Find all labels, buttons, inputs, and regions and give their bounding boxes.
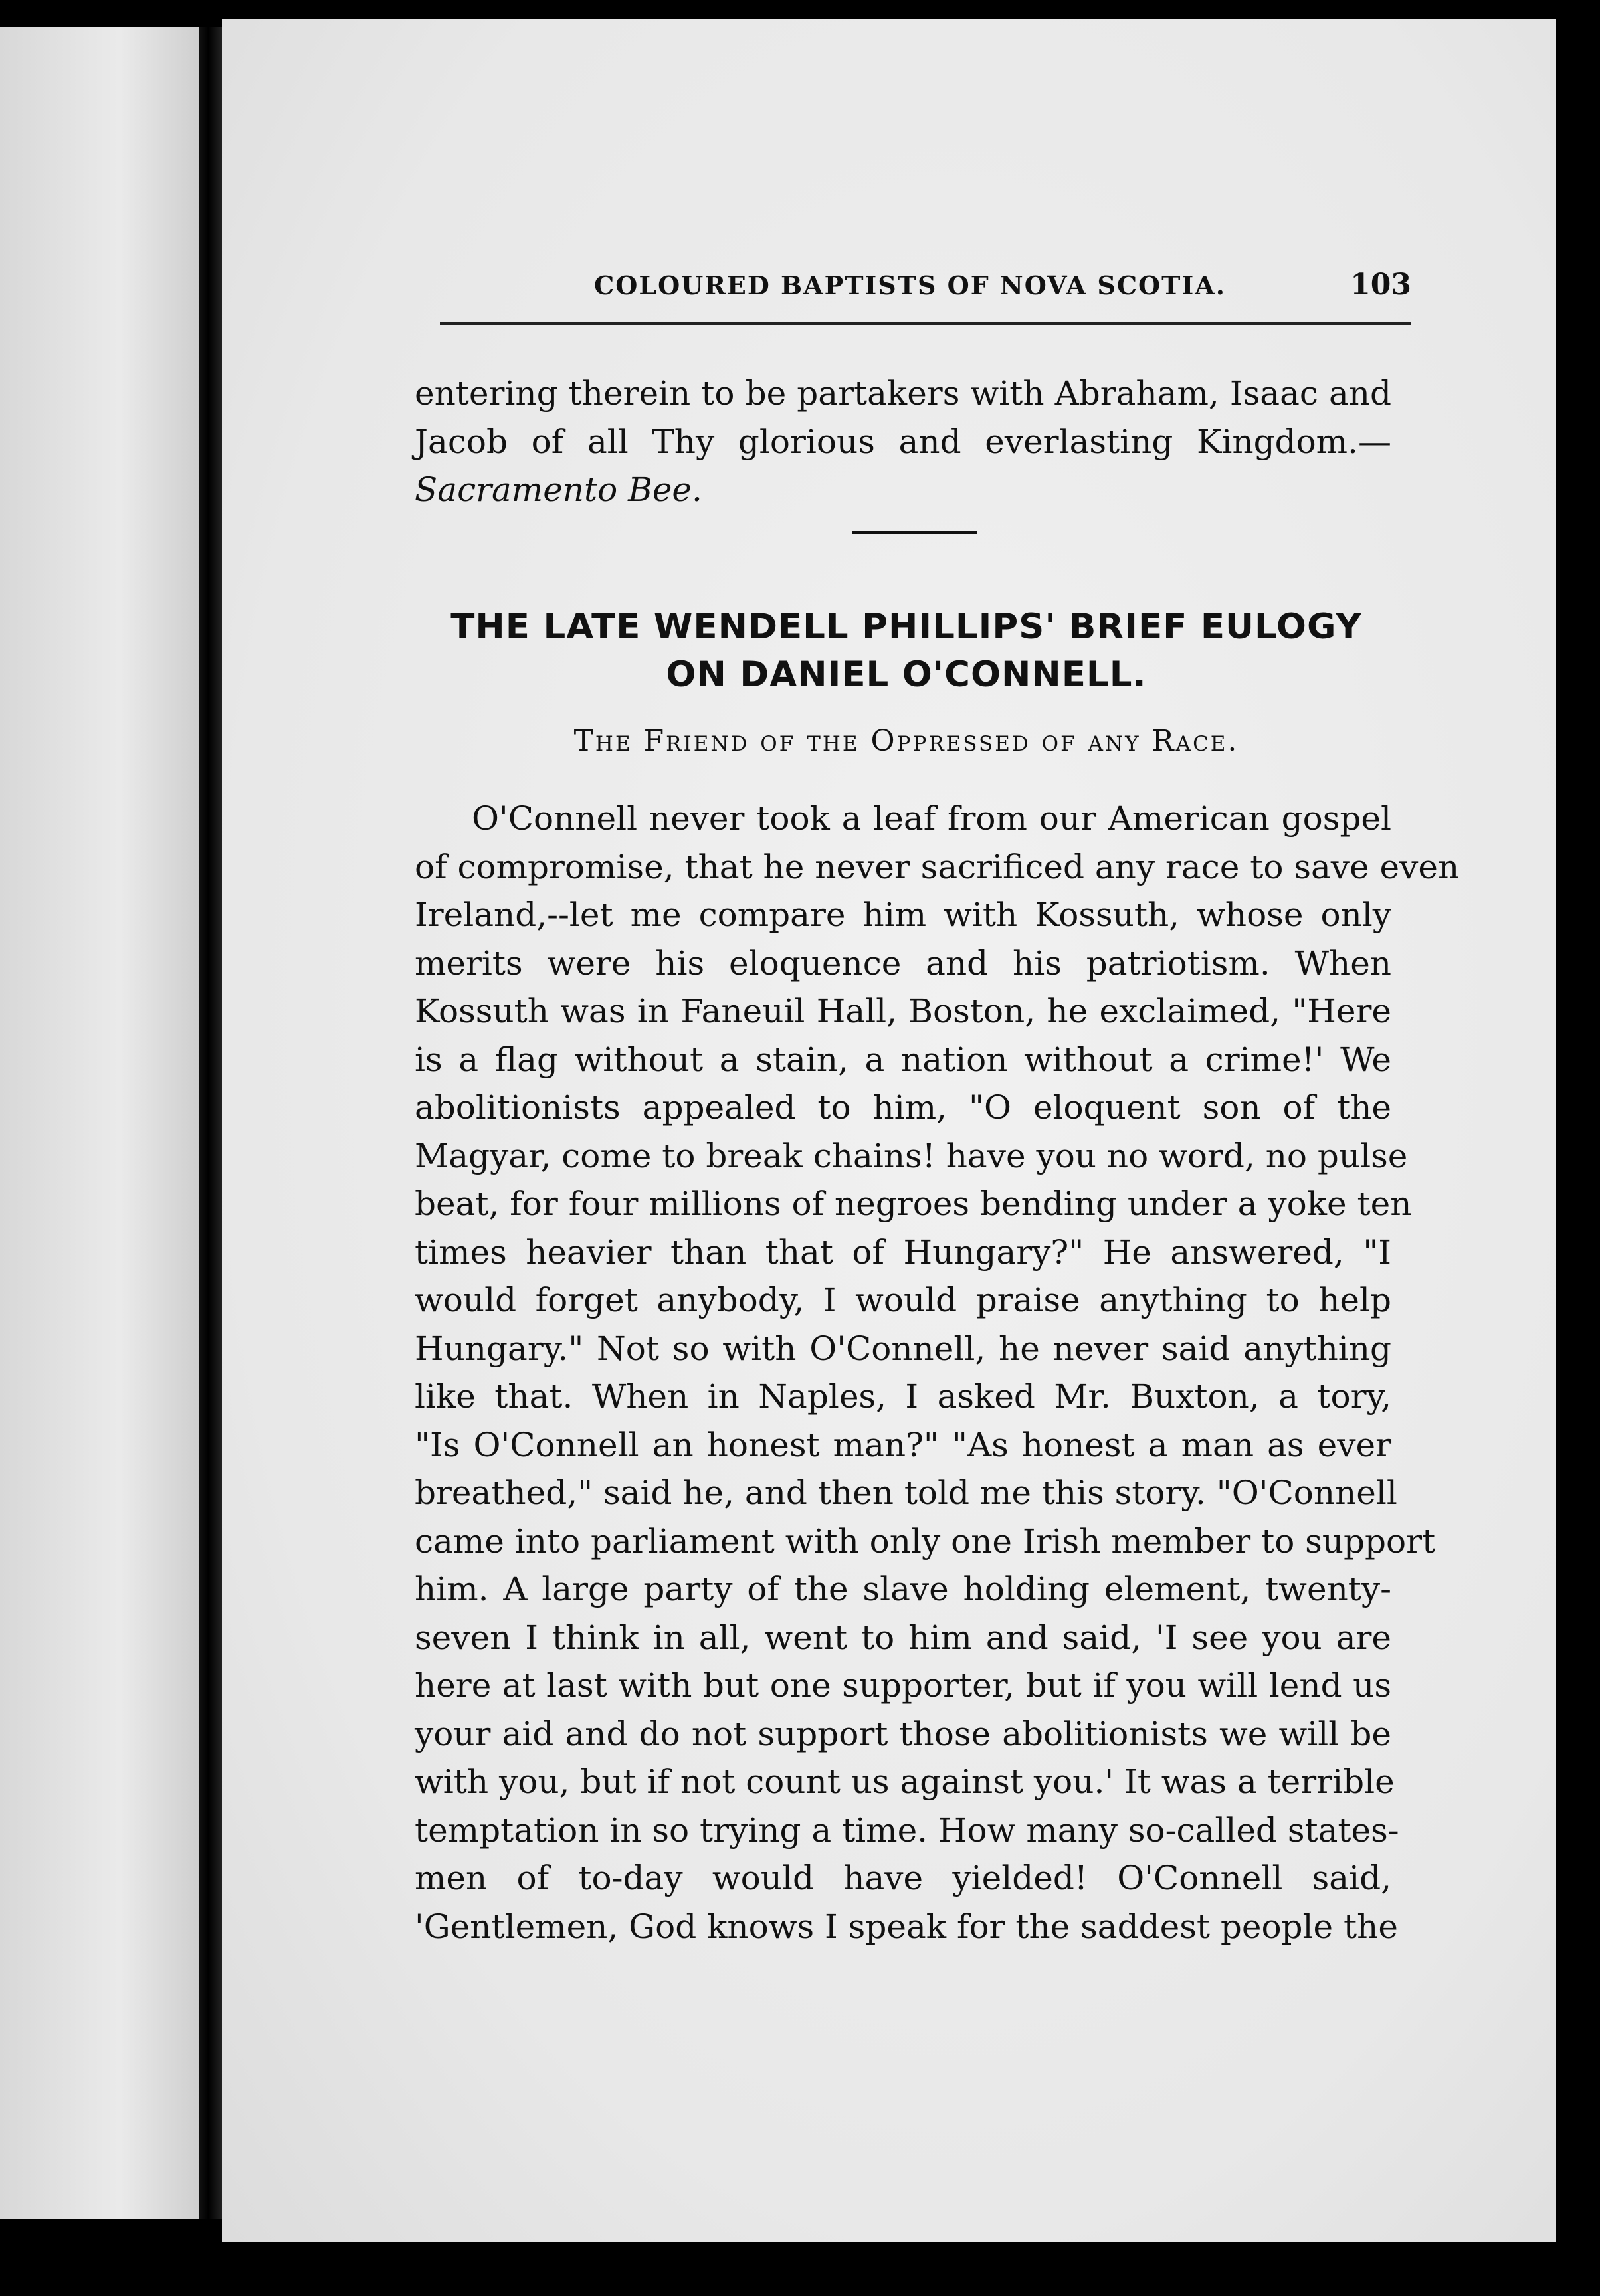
text-line: merits were his eloquence and his patriotism. When (415, 943, 1391, 983)
text-line: your aid and do not support those abolitionists we will be (415, 1714, 1391, 1753)
intro-paragraph (415, 369, 1391, 514)
header-rule (440, 322, 1411, 325)
article-body (415, 795, 1460, 1951)
text-line: abolitionists appealed to him, "O eloquent son of the (415, 1088, 1391, 1127)
text-line: "Is O'Connell an honest man?" "As honest a man as ever (415, 1425, 1391, 1464)
text-line: seven I think in all, went to him and said, 'I see you are (415, 1618, 1391, 1657)
text-line: entering therein to be partakers with Abraham, Isaac and (415, 374, 1391, 413)
text-line: with you, but if not count us against you.' It was a terrible (415, 1763, 1395, 1801)
binding-gutter (199, 27, 222, 2219)
scan-border-bottom (0, 2242, 1600, 2296)
text-line: Hungary." Not so with O'Connell, he never said anything (415, 1329, 1391, 1368)
text-line: 'Gentlemen, God knows I speak for the saddest people the (415, 1907, 1398, 1946)
text-line: O'Connell never took a leaf from our American gospel (472, 799, 1391, 838)
text-line: times heavier than that of Hungary?" He answered, "I (415, 1232, 1391, 1272)
text-line: would forget anybody, I would praise anything to help (415, 1281, 1391, 1319)
text-line: Ireland,--let me compare him with Kossuth, whose only (415, 896, 1391, 934)
text-line: is a flag without a stain, a nation without a crime!' We (415, 1040, 1391, 1079)
text-line: like that. When in Naples, I asked Mr. Buxton, a tory, (415, 1377, 1391, 1416)
text-line: beat, for four millions of negroes bending under a yoke ten (415, 1185, 1412, 1223)
page-number: 103 (1350, 268, 1411, 302)
scan-border-right (1556, 0, 1600, 2296)
text-line: temptation in so trying a time. How many so-called states- (415, 1810, 1399, 1850)
article-subtitle: The Friend of the Oppressed of any Race. (573, 724, 1239, 758)
section-divider (852, 531, 977, 534)
text-line: Magyar, come to break chains! have you no word, no pulse (415, 1136, 1408, 1175)
text-line: him. A large party of the slave holding element, twenty- (415, 1570, 1391, 1608)
text-line: of compromise, that he never sacrificed any race to save even (415, 847, 1460, 886)
text-line: Kossuth was in Faneuil Hall, Boston, he exclaimed, "Here (415, 992, 1391, 1030)
running-head-title: COLOURED BAPTISTS OF NOVA SCOTIA. (594, 270, 1226, 300)
text-line: came into parliament with only one Irish member to support (415, 1521, 1436, 1561)
book-page (222, 19, 1556, 2242)
text-line: men of to-day would have yielded! O'Connell said, (415, 1859, 1391, 1897)
text-line: Jacob of all Thy glorious and everlasting Kingdom.— (415, 422, 1391, 461)
text-line: here at last with but one supporter, but if you will lend us (415, 1666, 1391, 1705)
text-line: breathed," said he, and then told me this story. "O'Connell (415, 1474, 1397, 1512)
running-head (594, 268, 1411, 302)
facing-page-edge (0, 27, 199, 2219)
source-attribution: Sacramento Bee. (415, 470, 702, 509)
article-title: THE LATE WENDELL PHILLIPS' BRIEF EULOGY ON DANIEL O'CONNELL. (450, 607, 1362, 695)
